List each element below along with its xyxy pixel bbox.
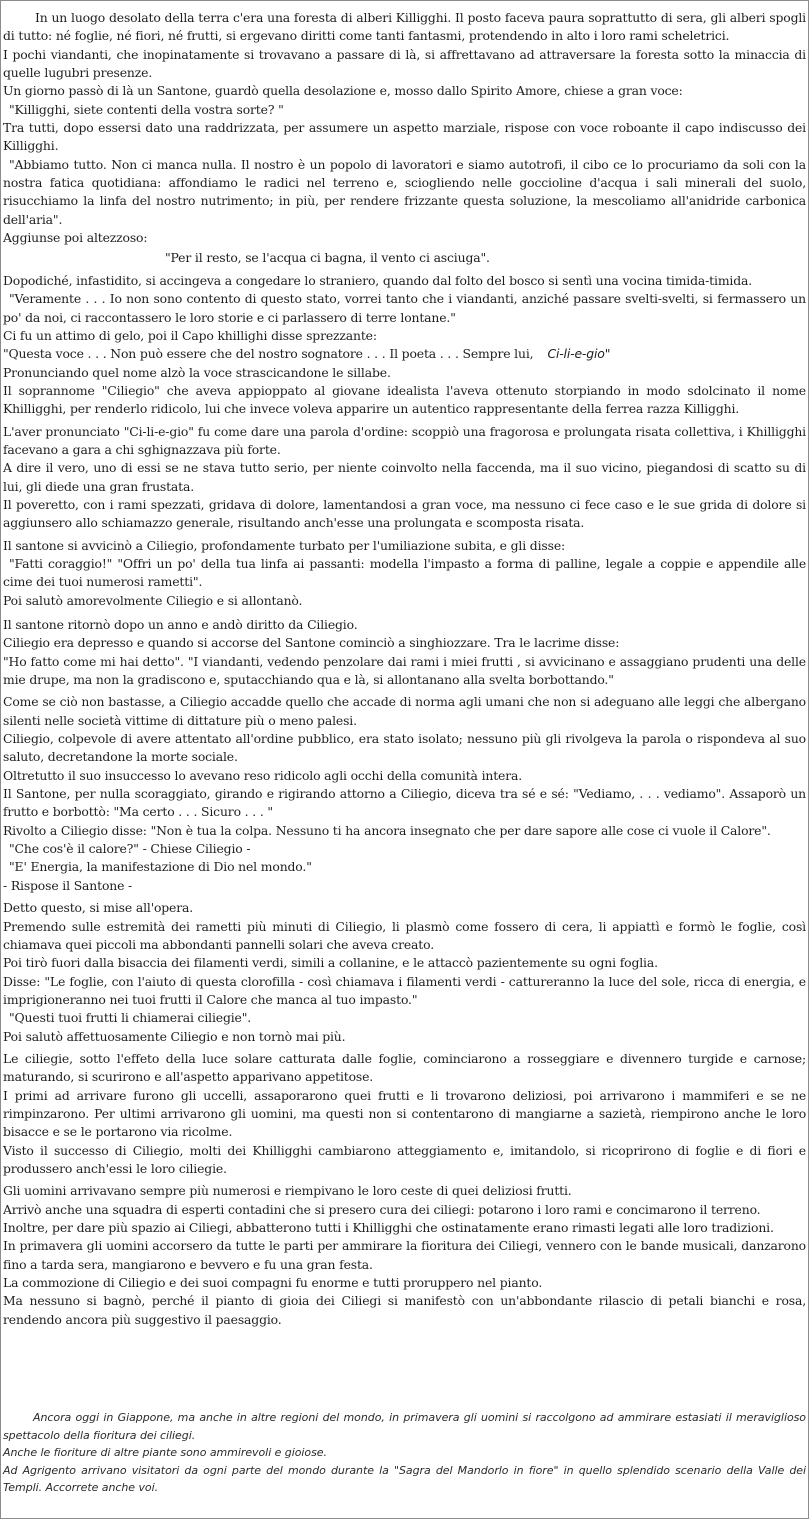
- dialogue-line: "Fatti coraggio!" "Offri un po' della tua linfa ai passanti: modella l'impasto a forma di palline, legale a coppie e appendile alle cime dei tuoi numerosi rametti".: [3, 555, 806, 590]
- paragraph: Poi salutò affettuosamente Ciliegio e non tornò mai più.: [3, 1028, 346, 1044]
- dialogue-line: "E' Energia, la manifestazione di Dio nel mondo.": [9, 859, 312, 875]
- paragraph: La commozione di Ciliegio e dei suoi compagni fu enorme e tutti proruppero nel pianto.: [3, 1275, 543, 1291]
- dialogue-line: "Abbiamo tutto. Non ci manca nulla. Il nostro è un popolo di lavoratori e siamo autotrofi, il cibo ce lo procuriamo da soli con la nostra fatica quotidiana: affondiamo le radici nel terreno e, sciogliendo nelle goccioline d'acqua i sali minerali del suolo, risucchiamo la linfa del nostro nutrimento; in più, per rendere frizzante questa soluzione, la mescoliamo all'anidride carbonica dell'aria".: [3, 156, 806, 227]
- paragraph: Arrivò anche una squadra di esperti contadini che si presero cura dei ciliegi: potarono i loro rami e concimarono il terreno.: [3, 1201, 761, 1217]
- nickname-text: Ci-li-e-gio": [547, 346, 611, 362]
- paragraph: Il santone ritornò dopo un anno e andò diritto da Ciliegio.: [3, 617, 358, 632]
- motto-line: "Per il resto, se l'acqua ci bagna, il vento ci asciuga".: [165, 250, 490, 266]
- epilogue-paragraph: Anche le fioriture di altre piante sono ammirevoli e gioiose.: [3, 1446, 327, 1460]
- paragraph: Il poveretto, con i rami spezzati, gridava di dolore, lamentandosi a gran voce, ma nessuno ci fece caso e le sue grida di dolore si aggiunsero allo schiamazzo generale, risultando anch'esse una prolungata e scomposta risata.: [3, 496, 806, 531]
- paragraph: Ciliegio, colpevole di avere attentato all'ordine pubblico, era stato isolato; nessuno più gli rivolgeva la parola o rispondeva al suo saluto, decretandone la morte sociale.: [3, 731, 806, 765]
- epilogue-paragraph: Ad Agrigento arrivano visitatori da ogni parte del mondo durante la "Sagra del Mandorlo in fiore" in quello splendido scenario della Valle dei Templi. Accorrete anche voi.: [3, 1463, 806, 1495]
- paragraph: Poi salutò amorevolmente Ciliegio e si allontanò.: [3, 592, 303, 608]
- paragraph: Rivolto a Ciliegio disse: "Non è tua la colpa. Nessuno ti ha ancora insegnato che per dare sapore alle cose ci vuole il Calore".: [3, 822, 771, 838]
- paragraph: Tra tutti, dopo essersi dato una raddrizzata, per assumere un aspetto marziale, rispose con voce roboante il capo indiscusso dei Killigghi.: [3, 120, 806, 154]
- dialogue-line: "Killigghi, siete contenti della vostra sorte? ": [9, 101, 284, 117]
- paragraph: Aggiunse poi altezzoso:: [3, 230, 148, 246]
- paragraph: In primavera gli uomini accorsero da tutte le parti per ammirare la fioritura dei Ciliegi, vennero con le bande musicali, danzarono fino a tarda sera, mangiarono e bevvero e fu una gran festa.: [3, 1238, 806, 1272]
- paragraph: Il santone si avvicinò a Ciliegio, profondamente turbato per l'umiliazione subita, e gli disse:: [3, 537, 566, 553]
- dialogue-line: "Ho fatto come mi hai detto". "I viandanti, vedendo penzolare dai rami i miei frutti , si avvicinano e assaggiano prudenti una delle mie drupe, ma non la gradiscono e, sputacchiando qua e là, si allontanano alla svelta borbottando.": [3, 653, 806, 688]
- paragraph: L'aver pronunciato "Ci-li-e-gio" fu come dare una parola d'ordine: scoppiò una fragorosa e prolungata risata collettiva, i Khilligghi facevano a gara a chi sghignazzava più forte.: [3, 423, 806, 457]
- epilogue-paragraph: Ancora oggi in Giappone, ma anche in altre regioni del mondo, in primavera gli uomini si raccolgono ad ammirare estasiati il meraviglioso spettacolo della fioritura dei ciliegi.: [3, 1411, 806, 1442]
- paragraph: Detto questo, si mise all'opera.: [3, 900, 194, 916]
- paragraph: - Rispose il Santone -: [3, 877, 133, 893]
- paragraph: Come se ciò non bastasse, a Ciliegio accadde quello che accade di norma agli umani che non si adeguano alle leggi che albergano silenti nelle società vittime di dittature più o meno palesi.: [3, 694, 806, 728]
- paragraph: Le ciliegie, sotto l'effeto della luce solare catturata dalle foglie, cominciarono a rosseggiare e divennero turgide e carnose; maturando, si scurirono e all'aspetto apparivano appetitose.: [3, 1050, 806, 1085]
- paragraph: Disse: "Le foglie, con l'aiuto di questa clorofilla - così chiamava i filamenti verdi - cattureranno la luce del sole, ricca di energia, e imprigioneranno nei tuoi frutti il Calore che manca al tuo impasto.": [3, 973, 806, 1007]
- paragraph: Ci fu un attimo di gelo, poi il Capo khillighi disse sprezzante:: [3, 327, 377, 343]
- paragraph: Il soprannome "Ciliegio" che aveva appioppato al giovane idealista l'aveva ottenuto storpiando in modo sdolcinato il nome Khilligghi, per renderlo ridicolo, lui che invece voleva apparire un autentico rappresentante della ferrea razza Killigghi.: [3, 382, 806, 417]
- paragraph: Dopodiché, infastidito, si accingeva a congedare lo straniero, quando dal folto del bosco si sentì una vocina timida-timida.: [3, 272, 753, 288]
- paragraph: Premendo sulle estremità dei rametti più minuti di Ciliegio, li plasmò come fossero di cera, li appiattì e formò le foglie, così chiamava quei piccoli ma abbondanti pannelli solari che aveva creato.: [3, 918, 806, 952]
- dialogue-line: [3, 345, 806, 363]
- paragraph: Ma nessuno si bagnò, perché il pianto di gioia dei Ciliegi si manifestò con un'abbondante rilascio di petali bianchi e rosa, rendendo ancora più suggestivo il paesaggio.: [3, 1293, 806, 1327]
- paragraph: Ciliegio era depresso e quando si accorse del Santone cominciò a singhiozzare. Tra le lacrime disse:: [3, 635, 620, 651]
- epilogue-text: [3, 1409, 806, 1497]
- paragraph: Gli uomini arrivavano sempre più numerosi e riempivano le loro ceste di quei deliziosi frutti.: [3, 1183, 572, 1199]
- dialogue-line: "Veramente . . . Io non sono contento di questo stato, vorrei tanto che i viandanti, anziché passare svelti-svelti, si fermassero un po' da noi, ci raccontassero le loro storie e ci parlassero di terre lontane.": [3, 291, 806, 325]
- paragraph: Visto il successo di Ciliegio, molti dei Khilligghi cambiarono atteggiamento e, imitandolo, si ricoprirono di foglie e di fiori e produssero anch'essi le loro ciliegie.: [3, 1142, 806, 1176]
- paragraph: In un luogo desolato della terra c'era una foresta di alberi Killigghi. Il posto faceva paura soprattutto di sera, gli alberi spogli di tutto: né foglie, né fiori, né frutti, si ergevano diritti come tanti fantasmi, protendendo in alto i loro rami scheletrici.: [3, 10, 806, 44]
- paragraph: A dire il vero, uno di essi se ne stava tutto serio, per niente coinvolto nella faccenda, ma il suo vicino, piegandosi di scatto su di lui, gli diede una gran frustata.: [3, 460, 806, 494]
- paragraph: Il Santone, per nulla scoraggiato, girando e rigirando attorno a Ciliegio, diceva tra sé e sé: "Vediamo, . . . vediamo". Assaporò un frutto e borbottò: "Ma certo . . . Sicuro . . . ": [3, 786, 806, 820]
- paragraph: Poi tirò fuori dalla bisaccia dei filamenti verdi, simili a collanine, e le attaccò pazientemente su ogni foglia.: [3, 955, 658, 971]
- paragraph: I pochi viandanti, che inopinatamente si trovavano a passare di là, si affrettavano ad attraversare la foresta sotto la minaccia di quelle lugubri presenze.: [3, 46, 806, 81]
- dialogue-line: "Questi tuoi frutti li chiamerai ciliegie".: [9, 1010, 252, 1026]
- dialogue-text: "Questa voce . . . Non può essere che del nostro sognatore . . . Il poeta . . . Sempre lui,: [3, 346, 534, 362]
- dialogue-line: "Che cos'è il calore?" - Chiese Ciliegio -: [9, 841, 251, 857]
- story-text: [3, 9, 806, 1329]
- paragraph: Un giorno passò di là un Santone, guardò quella desolazione e, mosso dallo Spirito Amore, chiese a gran voce:: [3, 83, 683, 99]
- paragraph: I primi ad arrivare furono gli uccelli, assaporarono quei frutti e li trovarono deliziosi, poi arrivarono i mammiferi e se ne rimpinzarono. Per ultimi arrivarono gli uomini, ma questi non si contentarono di mangiarne a sazietà, riempirono anche le loro bisacce e se le portarono via ricolme.: [3, 1087, 806, 1140]
- paragraph: Inoltre, per dare più spazio ai Ciliegi, abbatterono tutti i Khilligghi che ostinatamente erano rimasti legati alle loro tradizioni.: [3, 1220, 774, 1235]
- paragraph: Pronunciando quel nome alzò la voce strascicandone le sillabe.: [3, 364, 391, 380]
- paragraph: Oltretutto il suo insuccesso lo avevano reso ridicolo agli occhi della comunità intera.: [3, 767, 523, 783]
